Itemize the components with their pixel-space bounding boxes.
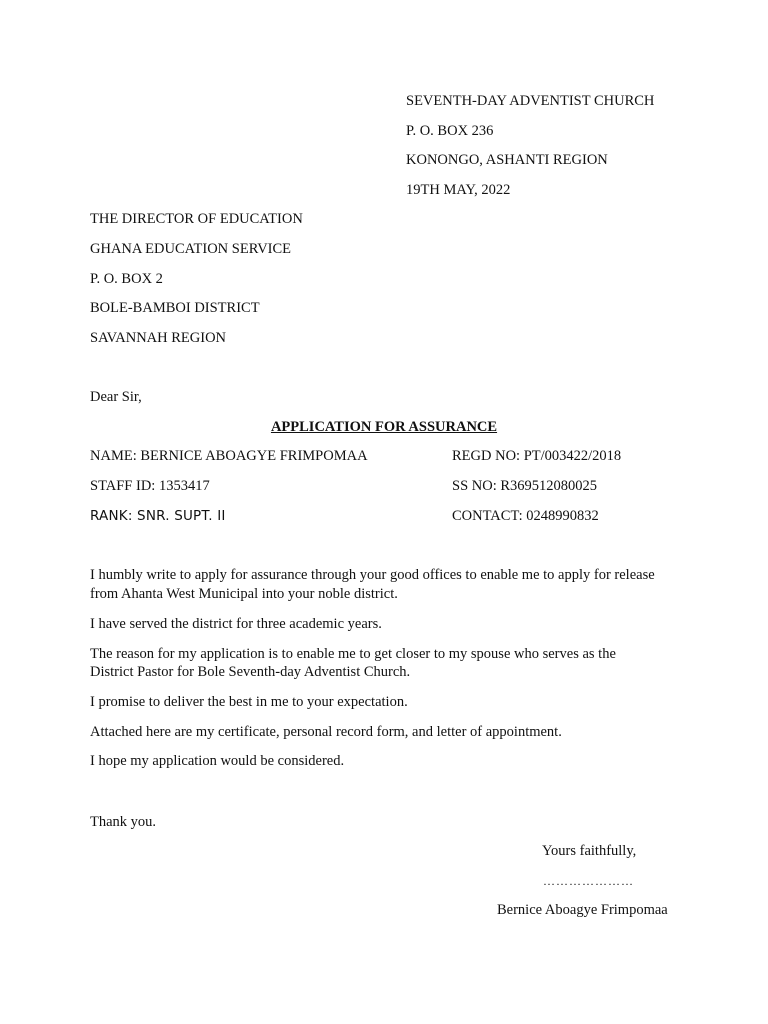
applicant-name: NAME: BERNICE ABOAGYE FRIMPOMAA bbox=[90, 448, 368, 464]
body-paragraph-6: I hope my application would be considered. bbox=[90, 753, 345, 769]
body-paragraph-5: Attached here are my certificate, personal record form, and letter of appointment. bbox=[90, 724, 562, 740]
contact-number: CONTACT: 0248990832 bbox=[452, 508, 599, 524]
body-paragraph-3-line-1: The reason for my application is to enable me to get closer to my spouse who serves as the bbox=[90, 646, 616, 662]
sender-box: P. O. BOX 236 bbox=[406, 123, 494, 139]
subject-heading: APPLICATION FOR ASSURANCE bbox=[270, 419, 498, 435]
applicant-rank: RANK: SNR. SUPT. II bbox=[90, 508, 226, 524]
signature-line: ………………… bbox=[543, 874, 634, 888]
sender-org: SEVENTH-DAY ADVENTIST CHURCH bbox=[406, 93, 655, 109]
recipient-box: P. O. BOX 2 bbox=[90, 271, 163, 287]
recipient-region: SAVANNAH REGION bbox=[90, 330, 227, 346]
body-paragraph-3-line-2: District Pastor for Bole Seventh-day Adventist Church. bbox=[90, 664, 411, 680]
sender-town: KONONGO, ASHANTI REGION bbox=[406, 152, 608, 168]
recipient-title: THE DIRECTOR OF EDUCATION bbox=[90, 211, 303, 227]
body-paragraph-4: I promise to deliver the best in me to your expectation. bbox=[90, 694, 408, 710]
body-paragraph-1-line-1: I humbly write to apply for assurance through your good offices to enable me to apply for release bbox=[90, 567, 655, 583]
staff-id: STAFF ID: 1353417 bbox=[90, 478, 210, 494]
signatory-name: Bernice Aboagye Frimpomaa bbox=[497, 902, 668, 918]
letter-date: 19TH MAY, 2022 bbox=[406, 182, 511, 198]
thanks: Thank you. bbox=[90, 814, 157, 830]
recipient-district: BOLE-BAMBOI DISTRICT bbox=[90, 300, 260, 316]
body-paragraph-2: I have served the district for three academic years. bbox=[90, 616, 382, 632]
body-paragraph-1-line-2: from Ahanta West Municipal into your noble district. bbox=[90, 586, 398, 602]
regd-number: REGD NO: PT/003422/2018 bbox=[452, 448, 622, 464]
valediction: Yours faithfully, bbox=[542, 843, 637, 859]
salutation: Dear Sir, bbox=[90, 389, 142, 405]
ss-number: SS NO: R369512080025 bbox=[452, 478, 598, 494]
recipient-org: GHANA EDUCATION SERVICE bbox=[90, 241, 292, 257]
